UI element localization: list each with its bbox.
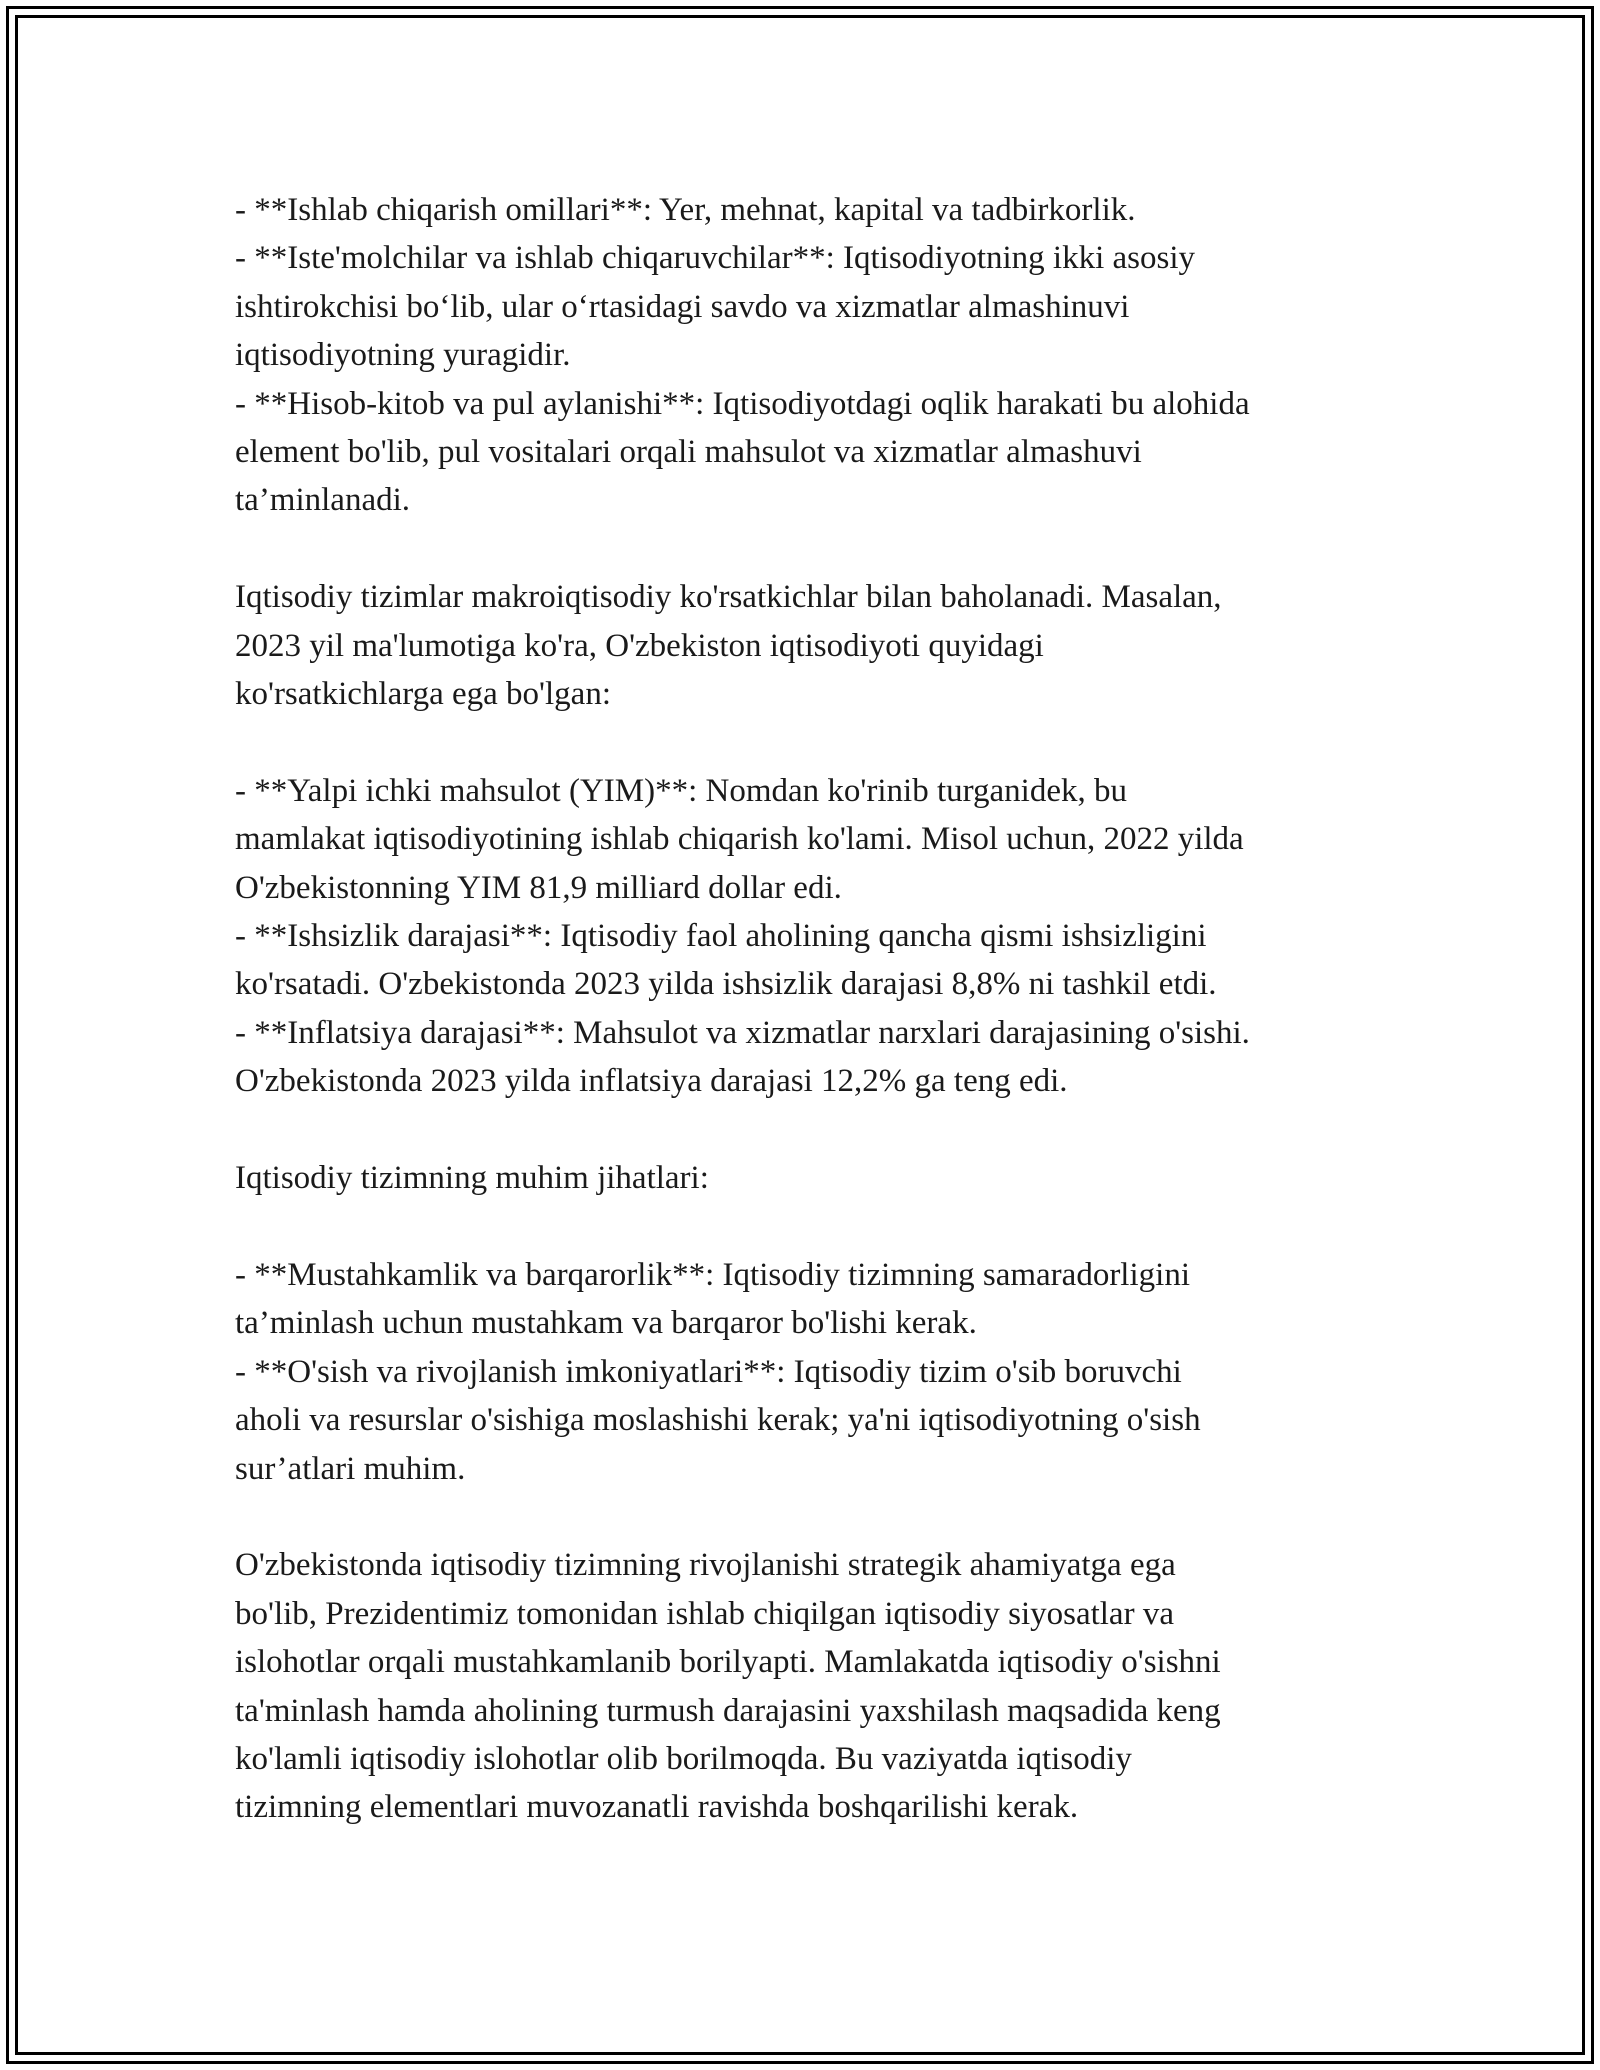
paragraph-conclusion: O'zbekistonda iqtisodiy tizimning rivojlanishi strategik ahamiyatga ega bo'lib, Prezidentimiz tomonidan ishlab chiqilgan iqtisodiy siyosatlar va islohotlar orqali mustahkamlanib borilyapti. Mamlakatda iqtisodiy o'sishni ta'minlash hamda aholining turmush darajasini yaxshilash maqsadida keng ko'lamli iqtisodiy islohotlar olib borilmoqda. Bu vaziyatda iqtisodiy tizimning elementlari muvozanatli ravishda boshqarilishi kerak. <box>235 1547 1221 1826</box>
list-item-growth: - **O'sish va rivojlanish imkoniyatlari**: Iqtisodiy tizim o'sib boruvchi aholi va resurslar o'sishiga moslashishi kerak; ya'ni iqtisodiyotning o'sish sur’atlari muhim. <box>235 1353 1201 1487</box>
list-item-inflation: - **Inflatsiya darajasi**: Mahsulot va xizmatlar narxlari darajasining o'sishi. O'zbekistonda 2023 yilda inflatsiya darajasi 12,2% ga teng edi. <box>235 1014 1250 1100</box>
list-item-gdp: - **Yalpi ichki mahsulot (YIM)**: Nomdan ko'rinib turganidek, bu mamlakat iqtisodiyotining ishlab chiqarish ko'lami. Misol uchun, 2022 yilda O'zbekistonning YIM 81,9 milliard dollar edi. <box>235 772 1244 906</box>
list-item-consumers-producers: - **Iste'molchilar va ishlab chiqaruvchilar**: Iqtisodiyotning ikki asosiy ishtirokchisi bo‘lib, ular o‘rtasidagi savdo va xizmatlar almashinuvi iqtisodiyotning yuragidir. <box>235 240 1196 374</box>
list-item-production-factors: - **Ishlab chiqarish omillari**: Yer, mehnat, kapital va tadbirkorlik. <box>235 192 1136 228</box>
list-item-money-circulation: - **Hisob-kitob va pul aylanishi**: Iqtisodiyotdagi oqlik harakati bu alohida element bo'lib, pul vositalari orqali mahsulot va xizmatlar almashuvi ta’minlanadi. <box>235 385 1250 519</box>
paragraph-key-aspects: Iqtisodiy tizimning muhim jihatlari: <box>235 1160 709 1197</box>
list-item-stability: - **Mustahkamlik va barqarorlik**: Iqtisodiy tizimning samaradorligini ta’minlash uchun mustahkam va barqaror bo'lishi kerak. <box>235 1256 1190 1342</box>
list-item-unemployment: - **Ishsizlik darajasi**: Iqtisodiy faol aholining qancha qismi ishsizligini ko'rsatadi. O'zbekistonda 2023 yilda ishsizlik darajasi 8,8% ni tashkil etdi. <box>235 918 1217 1003</box>
paragraph-indicators-intro: Iqtisodiy tizimlar makroiqtisodiy ko'rsatkichlar bilan baholanadi. Masalan, 2023 yil ma'lumotiga ko'ra, O'zbekiston iqtisodiyoti quyidagi ko'rsatkichlarga ega bo'lgan: <box>235 579 1222 713</box>
document-body <box>235 186 1385 1832</box>
